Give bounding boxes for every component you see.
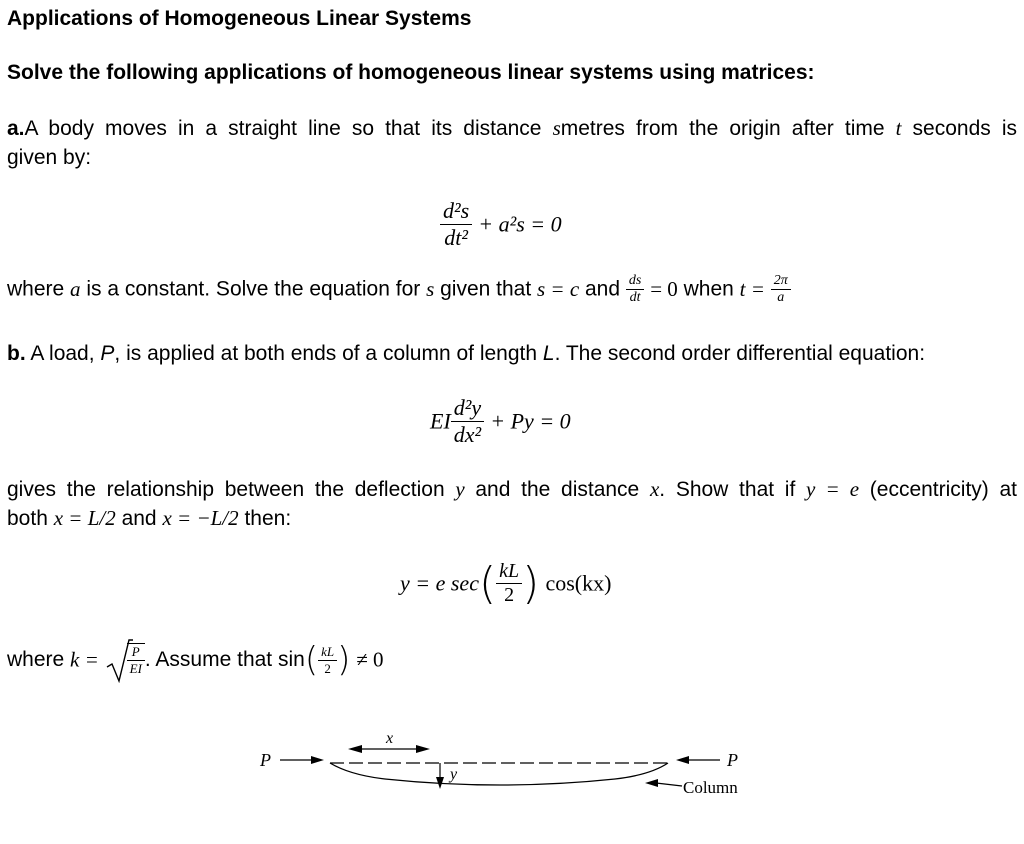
k-definition: where k = $\frac{P}{EI}$ . Assume that sin( $\frac{kL}{2}$ ) ≠ 0 (7, 637, 383, 683)
y-label: y (450, 766, 458, 783)
load-left-label: P (260, 750, 271, 770)
part-b-line1: b. A load, P, is applied at both ends of a column of length L. The second order differential equation: (7, 342, 926, 365)
part-a-condition: where a is a constant. Solve the equation for s given that s = c and $\frac{ds}{dt}$ = 0 when t = $\frac{2\pi}{a}$ (7, 273, 791, 306)
ds-dt-fraction: $\frac{ds}{dt}$ (626, 273, 644, 306)
part-b-relation-line2: both x = L/2 and x = −L/2 then: (7, 506, 292, 530)
equation-b-fraction: $\frac{\text{d²y}}{\text{dx²}}$ (451, 395, 484, 448)
part-b-marker: b. (7, 342, 26, 365)
equation-a: $\frac{\text{d²s}}{\text{dt²}}$ + a²s = 0 (440, 198, 562, 251)
page-title: Applications of Homogeneous Linear Systems (7, 7, 472, 30)
part-a-line2: given by: (7, 146, 92, 169)
page-subtitle: Solve the following applications of homogeneous linear systems using matrices: (7, 61, 815, 84)
equation-b: EI $\frac{\text{d²y}}{\text{dx²}}$ + Py = 0 (430, 395, 571, 447)
column-leader-line (656, 783, 682, 786)
part-b-relation-line1: gives the relationship between the deflection y and the distance x. Show that if y = e (eccentricity) at (7, 477, 1018, 501)
kl-over-2-fraction: $\frac{kL}{2}$ (496, 560, 522, 607)
part-a-line1: a.A body moves in a straight line so that its distance smetres from the origin after time t seconds is (7, 116, 1017, 140)
x-arrowhead-right (416, 745, 430, 753)
load-right-label: P (727, 750, 738, 770)
solution-equation: y = e sec( $\frac{kL}{2}$ ) cos(kx) (400, 558, 612, 609)
equation-a-fraction: $\frac{\text{d²s}}{\text{dt²}}$ (440, 198, 472, 251)
p-over-ei-fraction: $\frac{P}{EI}$ (127, 643, 145, 677)
left-paren: ( (478, 558, 497, 609)
part-a-marker: a. (7, 117, 25, 140)
load-left-arrowhead (311, 756, 324, 764)
column-figure (250, 725, 760, 805)
column-label: Column (683, 778, 738, 797)
x-label: x (386, 730, 394, 747)
kl-over-2-small-fraction: $\frac{kL}{2}$ (318, 644, 337, 677)
two-pi-over-a-fraction: $\frac{2\pi}{a}$ (771, 273, 791, 306)
column-curve (330, 763, 668, 785)
load-right-arrowhead (676, 756, 689, 764)
x-arrowhead-left (348, 745, 362, 753)
right-paren: ) (522, 558, 540, 609)
